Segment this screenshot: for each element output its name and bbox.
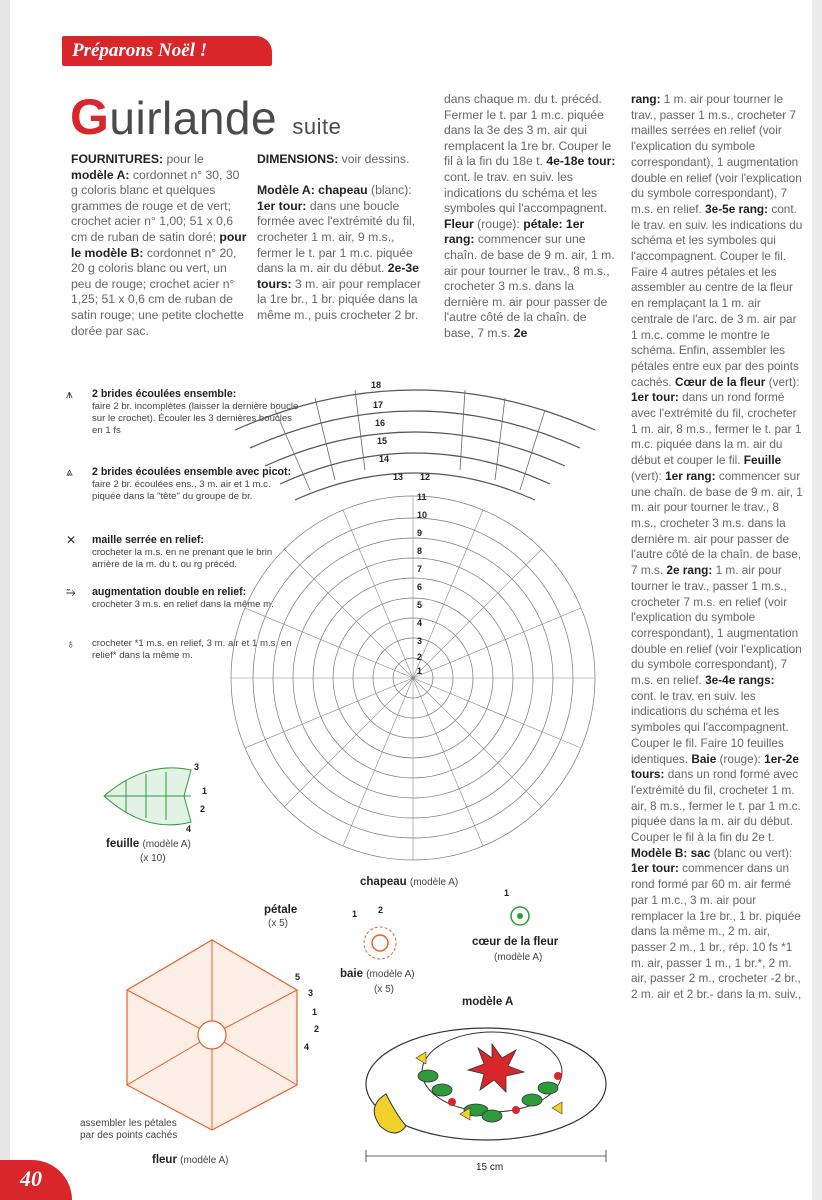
berry-caption-name: baie [340,968,364,980]
row-number: 5 [417,600,423,610]
col4-text-2: cont. le trav. en suiv. les indications du schéma et les symboles qui l'accompagnent. Couper le fil. Faire 4 autres pétales et les assembler au centre de la fleur en remplaçant la 1 m. air centrale de l'arc. de 3 m. air par 1 m.c. comme le montre le schéma. Enfin, assembler les pétales entre eux par des points cachés. [631,201,803,389]
col4-heading-6: 1er rang: [665,468,716,483]
round-1-heading: 1er tour: [257,198,307,213]
col4-text-5: (vert): [631,468,666,483]
petal-label-name: pétale [264,904,298,916]
heart-caption-name: cœur de la fleur [472,936,559,948]
fournitures-text-3: cordonnet n° 20, 20 g coloris blanc ou vert, un peu de rouge; crochet acier n° 1,25; 51 x 0,6 cm de ruban de satin rouge; une petite clochette dorée par sac. [71,245,244,338]
hat-caption [360,876,458,888]
legend-text: crocheter 3 m.s. en relief dans la même m. [92,599,274,610]
row-number: 1 [417,666,423,676]
col4-text-3: (vert): [765,374,800,389]
row-number: 11 [417,492,427,502]
banner-text: Préparons Noël ! [72,40,208,61]
berry-row-number: 2 [378,905,384,915]
leaf-count: (x 10) [140,853,166,864]
row-number: 12 [420,472,431,482]
col4-heading-5: Feuille [743,453,782,468]
dimensions-column [257,152,429,324]
col3-heading-3: pétale: 1er rang: [444,216,585,247]
col3-text-4: commencer sur une chaîn. de base de 9 m. air, 1 m. air pour tourner le trav., 8 m.s., crocheter 3 m.s. dans la dernière m. air pour passer de l'autre côté de la chaîn. de base, 7 m.s. [444,232,615,340]
row-number: 17 [373,400,384,410]
section-banner [62,36,272,66]
row-number: 6 [417,582,423,592]
fournitures-heading: FOURNITURES: [71,152,164,166]
page-number-tab [0,1160,72,1200]
row-number: 9 [417,528,423,538]
col4-heading-12: 1er tour: [631,861,679,876]
leaf-row-number: 3 [194,762,200,772]
legend-head: 2 brides écoulées ensemble: [92,388,237,400]
fournitures-text-1: pour le [163,152,204,166]
col4-heading-7: 2e rang: [666,563,713,578]
col4-heading-1: rang: [631,92,661,106]
flower-row-number: 5 [295,972,301,982]
dimensions-paragraph [257,152,429,324]
flower-caption [152,1154,228,1166]
brim-stitches [275,390,545,490]
instructions-column-4 [631,92,803,1003]
col4-text-7: 1 m. air pour tourner le trav., passer 1 m.s., crocheter 7 m.s. en relief (voir l'explication du symbole correspondant), 1 augmentation double en relief (voir l'explication du symbole correspondant), 7 m.s. en relief. [631,563,802,688]
leaf-chart [96,760,226,840]
heart-caption-model: (modèle A) [494,952,543,963]
leaf-caption [106,838,191,850]
hat-caption-name: chapeau [360,876,407,888]
fournitures-column [71,152,249,339]
heart-caption [472,936,558,948]
legend-text: faire 2 br. écoulées ens., 3 m. air et 1 m.c. piquée dans la "tête" du groupe de br. [92,479,271,502]
col4-text-8: cont. le trav. en suiv. les indications du schéma et les symboles qui l'accompagnent. Couper le fil. Faire 10 feuilles identiques. [631,688,789,766]
fournitures-paragraph [71,152,249,339]
leaf-row-number: 4 [186,824,192,834]
model-a-illustration [356,1014,616,1174]
col4-text-4: dans un rond formé avec l'extrémité du fil, crocheter 1 m. air, 8 m.s., fermer le t. par 1 m.c. piquée dans la m. air du début et couper le fil. [631,390,802,468]
col4-heading-2: 3e-5e rang: [705,201,769,216]
flower-caption-name: fleur [152,1154,177,1166]
col3-text-3: (rouge): [473,216,524,231]
title-suite: suite [292,114,342,139]
berry-caption-model: (modèle A) [366,969,415,980]
double-increase-icon: ⥲ [66,585,76,599]
page-gutter [0,0,10,1200]
legend-text: faire 2 br. incomplètes (laisser la dernière boucle sur le crochet). Écouler les 3 dernières boucles en 1 fs [92,401,299,436]
col4-heading-9: Baie [691,751,717,766]
flower-row-number: 2 [314,1024,320,1034]
row-number: 18 [371,380,382,390]
heart-row-number: 1 [504,888,510,898]
row-number: 14 [379,454,390,464]
row-number: 10 [417,510,428,520]
col4-heading-11: Modèle B: sac [631,845,711,860]
row-numbers [371,380,430,676]
row-number: 3 [417,636,423,646]
hat-chart [215,360,615,870]
col3-text-1: dans chaque m. du t. précéd. Fermer le t. par 1 m.c. piquée dans la 3e des 3 m. air qui remplacent la 1re br. Couper le fil à la fin du 18e t. [444,92,612,169]
title-initial: G [70,89,110,145]
dimensions-text-4: 3 m. air pour remplacer la 1re br., 1 br. piquée dans la même m., puis crocheter 2 br. [257,276,421,322]
col3-text-2: cont. le trav. en suiv. les indications du schéma et les symboles qui l'accompagnent. [444,169,607,216]
col4-text-11: (blanc ou vert): [710,845,793,860]
row-number: 13 [393,472,404,482]
flower-row-number: 3 [308,988,314,998]
flower-row-number: 1 [312,1007,318,1017]
berry-count: (x 5) [374,984,394,995]
two-trebles-together-icon: ⩚ [66,387,73,401]
col4-text-1: 1 m. air pour tourner le trav., passer 1 m.s., crocheter 7 mailles serrées en relief (voir l'explication du symbole correspondant), 1 augmentation double en relief (voir l'explication du symbole correspondant), 7 m.s. en relief. [631,92,802,216]
row-number: 2 [417,652,423,662]
hat-caption-model: (modèle A) [409,877,459,888]
flower-chart [92,920,332,1150]
instructions-paragraph-4 [631,92,803,1003]
fournitures-model-b: pour le modèle B: [71,229,247,260]
dimensions-text-2: (blanc): [367,183,412,198]
row-number: 8 [417,546,423,556]
col4-heading-10: 1er-2e tours: [631,751,799,782]
hat-body-spokes [231,496,595,860]
leaf-caption-name: feuille [106,838,140,850]
leaf-row-number: 2 [200,804,206,814]
picot-relief-icon: ♁ [66,637,75,651]
model-a-hat-heading: Modèle A: chapeau [257,183,368,198]
col3-heading-4: 2e [513,325,528,340]
row-number: 7 [417,564,423,574]
page-edge [812,0,822,1200]
dimensions-text-3: dans une boucle formée avec l'extrémité du fil, crocheter 1 m. air, 9 m.s., fermer le t. par 1 m.c. piquée dans la m. air du début. [257,198,416,276]
col4-text-12: commencer dans un rond formé par 60 m. air fermé par 1 m.c., 3 m. air pour remplacer la 1re br., 1 br. piquée dans la même m., 2 m. air, passer 2 m., 1 br., rép. 10 fs *1 m. air, passer 1 m., 1 br.*, 2 m. air, passer 2 m., crocheter -2 br., 2 m. air et 2 br.- dans la m. suiv., [631,861,802,1002]
brim-row [280,453,550,484]
brim-row [250,411,580,448]
col4-text-9: (rouge): [716,751,765,766]
dimensions-text-1: voir dessins. [338,152,410,166]
page-title [70,88,341,146]
heart-chart [500,886,540,931]
col4-heading-3: Cœur de la fleur [674,374,766,389]
col3-heading-2: Fleur [444,216,474,231]
relief-sc-icon: ✕ [66,533,77,547]
col3-heading-1: 4e-18e tour: [546,154,616,169]
fournitures-model-a: modèle A: [71,167,130,182]
flower-caption-model: (modèle A) [180,1155,229,1166]
leaf-row-number: 1 [202,786,208,796]
rounds-2-3-heading: 2e-3e tours: [257,261,419,291]
model-a-title: modèle A [462,996,514,1008]
page-number: 40 [20,1166,42,1191]
col4-heading-4: 1er tour: [631,390,679,405]
col4-text-6: commencer sur une chaîn. de base de 9 m. air, 1 m. air pour tourner le trav., 8 m.s., crocheter 3 m.s. dans la dernière m. air pour passer de l'autre côté de la chaîn. de base, 7 m.s. [631,468,803,578]
berry-chart [352,903,402,965]
instructions-column-3 [444,92,616,342]
fournitures-text-2: cordonnet n° 30, 30 g coloris blanc et quelques grammes de rouge et de vert; crochet acier n° 1,00; 51 x 0,6 cm de ruban de satin doré; [71,167,240,244]
row-number: 4 [417,618,423,628]
berry-caption [340,968,415,980]
instructions-paragraph-3 [444,92,616,342]
dimensions-heading: DIMENSIONS: [257,152,339,166]
legend-head: augmentation double en relief: [92,586,247,598]
legend-text: crocheter la m.s. en ne prenant que le brin arrière de la m. du t. ou rg précéd. [92,547,273,570]
model-a-caption [462,996,513,1008]
legend-head: maille serrée en relief: [92,534,204,546]
row-number: 16 [375,418,386,428]
title-rest: uirlande [109,92,278,144]
brim-row [265,432,565,466]
berry-row-number: 1 [352,909,358,919]
legend-head: 2 brides écoulées ensemble avec picot: [92,466,292,478]
legend-text: crocheter *1 m.s. en relief, 3 m. air et 1 m.s. en relief* dans la même m. [92,638,292,661]
flower-row-number: 4 [304,1042,310,1052]
petal-label [264,904,297,916]
col4-text-10: dans un rond formé avec l'extrémité du fil, crocheter 1 m. air, 8 m.s., fermer le t. par 1 m.c. piquée dans la m. air du début. Couper le fil à la fin du 2e t. [631,767,801,845]
two-trebles-picot-icon: ⩓ [66,465,73,479]
row-number: 15 [377,436,388,446]
leaf-caption-model: (modèle A) [142,839,191,850]
dimension-label: 15 cm [476,1162,504,1173]
flower-note: assembler les pétales par des points cachés [80,1118,178,1141]
hat-brim [235,390,595,500]
petal-count: (x 5) [268,918,288,929]
col4-heading-8: 3e-4e rangs: [705,673,775,688]
